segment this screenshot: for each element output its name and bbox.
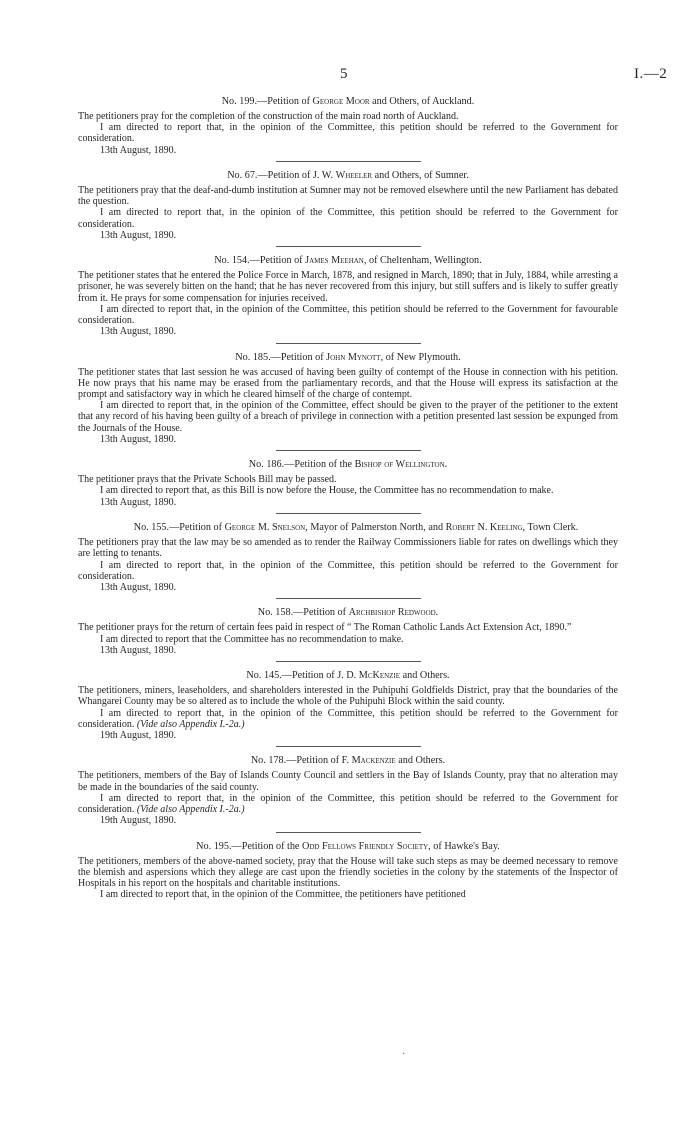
petition-prayer: The petitioners pray for the completion of the construction of the main road north of Auckland. <box>78 111 459 122</box>
petition-prayer: The petitioners, members of the above-named society, pray that the House will take such steps as may be deemed necessary to remove the blemish and aspersions which they allege are cast upon the friendly societies in the colony by the statements of the Inspector of Hospitals in his report on the hospitals and charitable institutions. <box>78 855 618 889</box>
report-date: 13th August, 1890. <box>100 644 177 656</box>
section-divider <box>276 246 421 247</box>
section-divider <box>276 343 421 344</box>
report-date: 19th August, 1890. <box>100 815 177 827</box>
petition-prayer: The petitioners pray that the deaf-and-dumb institution at Sumner may not be removed elsewhere until the new Parliament has debated the question. <box>78 185 618 208</box>
petition-section <box>78 606 618 656</box>
committee-report: I am directed to report that, in the opinion of the Committee, effect should be given to the prayer of the petitioner to the extent that any record of his having been guilty of a breach of privilege in connection with a petition presented last session be expunged from the Journals of the House. <box>78 400 618 434</box>
section-divider <box>276 161 421 162</box>
committee-report: I am directed to report that, in the opinion of the Committee, this petition should be referred to the Government for consideration. <box>78 207 618 230</box>
section-divider <box>276 746 421 747</box>
petition-section <box>78 254 618 337</box>
petition-heading: No. 154.—Petition of James Meehan, of Cheltenham, Wellington. <box>214 255 482 267</box>
petition-heading: No. 155.—Petition of George M. Snelson, Mayor of Palmerston North, and Robert N. Keeling, Town Clerk. <box>133 522 579 534</box>
petition-prayer: The petitioners, miners, leaseholders, and shareholders interested in the Puhipuhi Goldfields District, pray that the boundaries of the Whangarei County may be so altered as to include the whole of the Puhipuhi Block within the said county. <box>78 685 618 708</box>
petition-heading: No. 195.—Petition of the Odd Fellows Friendly Society, of Hawke's Bay. <box>196 840 500 852</box>
section-divider <box>276 513 421 514</box>
report-date: 13th August, 1890. <box>100 229 177 241</box>
petition-prayer: The petitioners pray that the law may be so amended as to render the Railway Commissioners liable for rates on dwellings which they are letting to tenants. <box>78 537 618 560</box>
report-date: 19th August, 1890. <box>100 729 177 741</box>
committee-report: I am directed to report that the Committee has no recommendation to make. <box>100 633 404 645</box>
committee-report: I am directed to report that, in the opinion of the Committee, this petition should be referred to the Government for consideration. <box>78 122 618 145</box>
section-divider <box>276 832 421 833</box>
report-date: 13th August, 1890. <box>100 581 177 593</box>
committee-report: I am directed to report that, in the opinion of the Committee, the petitioners have petitioned <box>100 889 466 901</box>
committee-report: I am directed to report that, as this Bill is now before the House, the Committee has no recommendation to make. <box>100 485 554 497</box>
petition-prayer: The petitioners, members of the Bay of Islands County Council and settlers in the Bay of Islands County, pray that no alteration may be made in the boundaries of the said county. <box>78 770 618 793</box>
committee-report: I am directed to report that, in the opinion of the Committee, this petition should be referred to the Government for consideration. <box>78 559 618 582</box>
petition-prayer: The petitioner states that he entered the Police Force in March, 1878, and resigned in March, 1890; that in July, 1884, while arresting a prisoner, he was severely bitten on the hand; that he has never recovered from this injury, but still suffers and is likely to suffer greatly from it. He prays for some compensation for injuries received. <box>78 270 618 304</box>
report-date: 13th August, 1890. <box>100 433 177 445</box>
report-date: 13th August, 1890. <box>100 144 177 156</box>
petition-prayer: The petitioner prays that the Private Schools Bill may be passed. <box>78 474 337 486</box>
petition-prayer: The petitioner prays for the return of certain fees paid in respect of “ The Roman Catholic Lands Act Extension Act, 1890.” <box>78 622 572 634</box>
section-divider <box>276 598 421 599</box>
petition-heading: No. 199.—Petition of George Moor and Others, of Auckland. <box>221 96 475 107</box>
petition-heading: No. 185.—Petition of John Mynott, of New Plymouth. <box>235 351 461 363</box>
print-mark: · <box>402 1049 406 1060</box>
petition-section <box>78 840 618 901</box>
petitions-column <box>78 95 618 900</box>
petition-heading: No. 158.—Petition of Archbishop Redwood. <box>257 607 439 619</box>
petition-section <box>78 95 618 156</box>
report-date: 13th August, 1890. <box>100 326 177 338</box>
committee-report: I am directed to report that, in the opinion of the Committee, this petition should be referred to the Government for consideration. (Vide also Appendix I.-2a.) <box>78 707 618 730</box>
petition-section <box>78 669 618 741</box>
petition-section <box>78 351 618 446</box>
committee-report: I am directed to report that, in the opinion of the Committee, this petition should be referred to the Government for favourable consideration. <box>78 303 618 327</box>
petition-section <box>78 458 618 508</box>
petition-prayer: The petitioner states that last session he was accused of having been guilty of contempt of the House in connection with his petition. He now prays that his name may be erased from the parliamentary records, and that the House will express its satisfaction at the prompt and satisfactory way in which he cleared himself of the charge of contempt. <box>78 366 618 401</box>
section-divider <box>276 450 421 451</box>
petition-heading: No. 186.—Petition of the Bishop of Wellington. <box>248 459 448 471</box>
petition-section <box>78 169 618 241</box>
petition-heading: No. 145.—Petition of J. D. McKenzie and Others. <box>246 670 450 682</box>
section-divider <box>276 661 421 662</box>
appendix-reference: (Vide also Appendix I.-2a.) <box>136 718 245 730</box>
page-number: 5 <box>340 66 348 82</box>
appendix-reference: (Vide also Appendix I.-2a.) <box>136 803 245 815</box>
petition-section <box>78 521 618 593</box>
paper-reference: I.—2 <box>634 66 668 82</box>
committee-report: I am directed to report that, in the opinion of the Committee, this petition should be referred to the Government for consideration. (Vide also Appendix I.-2a.) <box>78 792 618 815</box>
report-date: 13th August, 1890. <box>100 496 177 508</box>
petition-section <box>78 754 618 826</box>
petition-heading: No. 178.—Petition of F. Mackenzie and Others. <box>250 755 446 767</box>
petition-heading: No. 67.—Petition of J. W. Wheeler and Others, of Sumner. <box>227 170 469 182</box>
